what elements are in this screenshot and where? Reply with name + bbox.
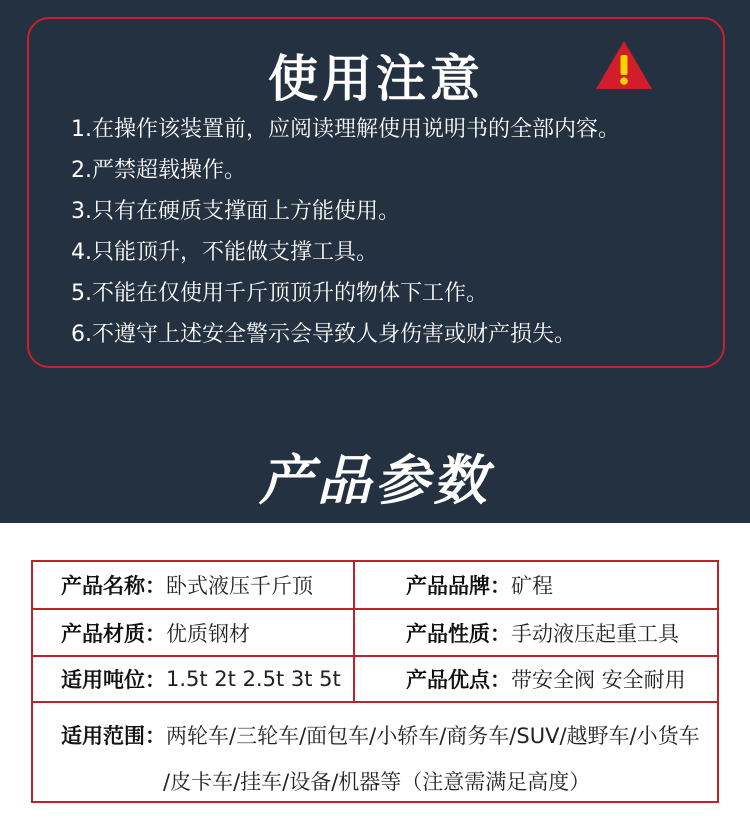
warning-rules-list <box>71 109 620 355</box>
param-value: 1.5t 2t 2.5t 3t 5t <box>166 667 341 691</box>
table-row <box>33 610 717 657</box>
param-key: 产品优点： <box>406 668 511 692</box>
warning-rule: 2.严禁超载操作。 <box>71 158 246 183</box>
param-value: 两轮车/三轮车/面包车/小轿车/商务车/SUV/越野车/小货车 <box>166 724 700 748</box>
param-cell-brand <box>406 562 553 608</box>
param-cell-advantage <box>406 657 686 701</box>
param-key: 产品名称： <box>61 574 166 598</box>
warning-title: 使用注意 <box>268 50 484 108</box>
param-cell-nature <box>406 610 679 655</box>
param-key: 适用范围： <box>61 724 166 748</box>
table-row <box>33 657 717 703</box>
param-value: 优质钢材 <box>166 621 250 646</box>
warning-rule: 4.只能顶升，不能做支撑工具。 <box>71 240 378 265</box>
param-value: 矿程 <box>511 574 553 598</box>
param-value: 带安全阀 安全耐用 <box>511 668 686 692</box>
param-cell-name <box>61 562 313 608</box>
params-title: 产品参数 <box>259 449 491 512</box>
param-cell-tonnage <box>61 657 341 701</box>
table-row <box>33 562 717 610</box>
warning-rule: 1.在操作该装置前，应阅读理解使用说明书的全部内容。 <box>71 117 620 142</box>
product-params-table <box>31 560 719 803</box>
param-key: 适用吨位： <box>61 668 166 692</box>
warning-rule: 3.只有在硬质支撑面上方能使用。 <box>71 199 400 224</box>
warning-rule: 6.不遵守上述安全警示会导致人身伤害或财产损失。 <box>71 322 576 347</box>
table-column-divider <box>353 562 355 703</box>
param-value-continued: /皮卡车/挂车/设备/机器等（注意需满足高度） <box>163 770 591 794</box>
param-key: 产品品牌： <box>406 574 511 598</box>
warning-rule: 5.不能在仅使用千斤顶顶升的物体下工作。 <box>71 281 488 306</box>
param-cell-range <box>61 720 700 750</box>
warning-triangle-icon <box>594 39 654 91</box>
param-key: 产品材质： <box>61 621 166 646</box>
param-key: 产品性质： <box>406 621 511 646</box>
param-cell-material <box>61 610 250 655</box>
usage-warning-box <box>27 17 725 368</box>
param-value: 卧式液压千斤顶 <box>166 574 313 598</box>
param-value: 手动液压起重工具 <box>511 621 679 646</box>
